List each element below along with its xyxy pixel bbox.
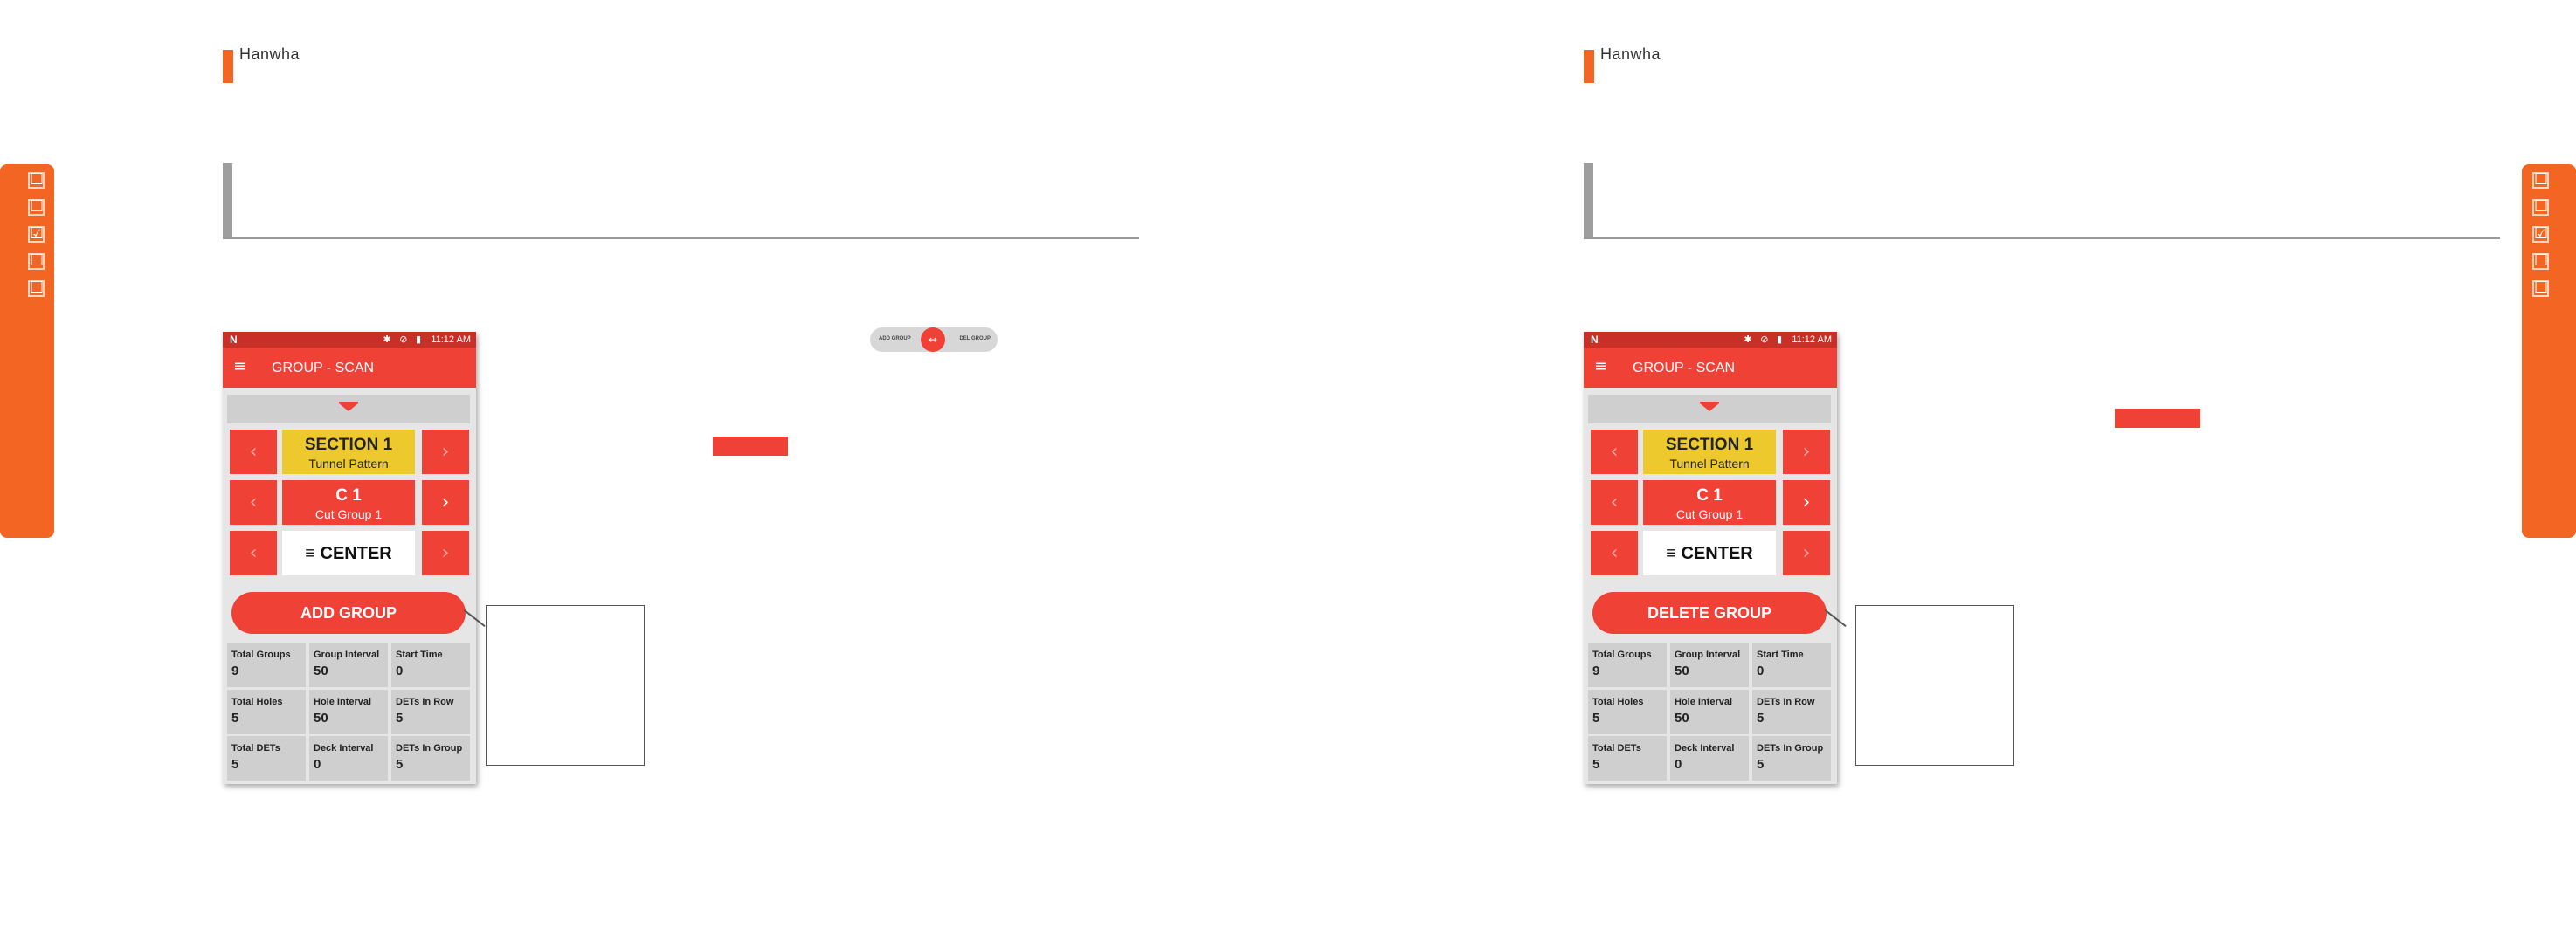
status-time: 11:12 AM bbox=[431, 334, 471, 345]
checklist-box-1: ☐ bbox=[2534, 170, 2549, 189]
checklist-box-5: ☐ bbox=[2534, 279, 2549, 297]
align-center-icon: ≡ bbox=[305, 544, 315, 563]
dropdown-arrow-icon bbox=[1700, 403, 1719, 411]
logo-accent-bar bbox=[223, 50, 233, 83]
stat-dets-in-group: DETs In Group 5 bbox=[391, 736, 470, 781]
align-center-icon: ≡ bbox=[1666, 544, 1676, 563]
stat-dets-in-row: DETs In Row 5 bbox=[1752, 690, 1831, 734]
brand-logo: Hanwha bbox=[239, 45, 300, 63]
position-next-button[interactable]: › bbox=[1783, 531, 1830, 575]
logo-accent-bar bbox=[1584, 50, 1594, 83]
toggle-del-label: DEL GROUP bbox=[959, 336, 991, 341]
cut-subtitle: Cut Group 1 bbox=[1675, 507, 1744, 521]
stat-total-holes: Total Holes 5 bbox=[227, 690, 306, 734]
screen-title: GROUP - SCAN bbox=[1633, 361, 1736, 375]
highlight-marker bbox=[713, 437, 788, 456]
add-del-group-toggle[interactable] bbox=[870, 327, 998, 352]
app-bar bbox=[223, 348, 476, 388]
section-title: SECTION 1 bbox=[304, 436, 393, 454]
stat-group-interval: Group Interval 50 bbox=[309, 643, 388, 687]
stat-total-dets: Total DETs 5 bbox=[1588, 736, 1667, 781]
swap-arrows-icon[interactable]: ↔ bbox=[921, 327, 945, 352]
checklist-box-2: ☐ bbox=[30, 197, 45, 216]
screen-title: GROUP - SCAN bbox=[272, 361, 375, 375]
position-label: CENTER bbox=[320, 544, 392, 563]
stat-total-groups: Total Groups 9 bbox=[227, 643, 306, 687]
checklist-box-5: ☐ bbox=[30, 279, 45, 297]
chapter-side-tab bbox=[2522, 164, 2576, 538]
chapter-side-tab bbox=[0, 164, 54, 538]
stat-start-time: Start Time 0 bbox=[391, 643, 470, 687]
position-label: CENTER bbox=[1681, 544, 1753, 563]
dropdown-arrow-icon bbox=[339, 403, 358, 411]
position-prev-button[interactable]: ‹ bbox=[230, 531, 277, 575]
callout-box bbox=[486, 605, 645, 766]
cut-next-button[interactable]: › bbox=[422, 480, 469, 525]
add-group-button[interactable]: ADD GROUP bbox=[231, 592, 466, 634]
cut-selector[interactable] bbox=[282, 480, 415, 525]
section-title: SECTION 1 bbox=[1665, 436, 1754, 454]
cut-prev-button[interactable]: ‹ bbox=[230, 480, 277, 525]
cut-prev-button[interactable]: ‹ bbox=[1591, 480, 1638, 525]
position-next-button[interactable]: › bbox=[422, 531, 469, 575]
menu-icon[interactable]: ≡ bbox=[233, 357, 247, 375]
cut-selector[interactable] bbox=[1643, 480, 1776, 525]
stat-group-interval: Group Interval 50 bbox=[1670, 643, 1749, 687]
stat-dets-in-row: DETs In Row 5 bbox=[391, 690, 470, 734]
status-bar bbox=[223, 332, 476, 348]
right-page bbox=[1288, 0, 2576, 936]
checklist-box-2: ☐ bbox=[2534, 197, 2549, 216]
brand-logo: Hanwha bbox=[1600, 45, 1661, 63]
section-subtitle: Tunnel Pattern bbox=[308, 457, 389, 471]
stat-total-holes: Total Holes 5 bbox=[1588, 690, 1667, 734]
notification-icon: N bbox=[1591, 334, 1599, 346]
stat-hole-interval: Hole Interval 50 bbox=[1670, 690, 1749, 734]
stat-deck-interval: Deck Interval 0 bbox=[1670, 736, 1749, 781]
status-time: 11:12 AM bbox=[1792, 334, 1832, 345]
checklist-box-4: ☐ bbox=[2534, 251, 2549, 270]
toggle-add-label: ADD GROUP bbox=[879, 336, 911, 341]
app-bar bbox=[1584, 348, 1837, 388]
highlight-marker bbox=[2115, 409, 2200, 428]
section-selector[interactable] bbox=[282, 430, 415, 474]
status-bar bbox=[1584, 332, 1837, 348]
cut-next-button[interactable]: › bbox=[1783, 480, 1830, 525]
stat-hole-interval: Hole Interval 50 bbox=[309, 690, 388, 734]
section-next-button[interactable]: › bbox=[1783, 430, 1830, 474]
menu-icon[interactable]: ≡ bbox=[1594, 357, 1608, 375]
section-prev-button[interactable]: ‹ bbox=[1591, 430, 1638, 474]
section-subtitle: Tunnel Pattern bbox=[1669, 457, 1750, 471]
status-icons: ✱ ⊘ ▮ bbox=[1744, 334, 1785, 345]
section-next-button[interactable]: › bbox=[422, 430, 469, 474]
position-selector[interactable] bbox=[1643, 531, 1776, 575]
cut-title: C 1 bbox=[1696, 486, 1723, 505]
screen-content bbox=[1584, 388, 1837, 784]
dropdown-toggle[interactable] bbox=[227, 395, 470, 423]
notification-icon: N bbox=[230, 334, 238, 346]
title-accent-bar bbox=[223, 163, 232, 237]
phone-screenshot bbox=[1584, 332, 1837, 784]
cut-subtitle: Cut Group 1 bbox=[314, 507, 383, 521]
stat-deck-interval: Deck Interval 0 bbox=[309, 736, 388, 781]
checklist-box-3: ☑ bbox=[2534, 224, 2549, 243]
phone-screenshot bbox=[223, 332, 476, 784]
checklist-box-1: ☐ bbox=[30, 170, 45, 189]
checklist-box-3: ☑ bbox=[30, 224, 45, 243]
title-rule bbox=[1584, 237, 2500, 239]
stat-start-time: Start Time 0 bbox=[1752, 643, 1831, 687]
section-selector[interactable] bbox=[1643, 430, 1776, 474]
position-prev-button[interactable]: ‹ bbox=[1591, 531, 1638, 575]
checklist-box-4: ☐ bbox=[30, 251, 45, 270]
position-selector[interactable] bbox=[282, 531, 415, 575]
stat-total-groups: Total Groups 9 bbox=[1588, 643, 1667, 687]
title-rule bbox=[223, 237, 1139, 239]
cut-title: C 1 bbox=[335, 486, 362, 505]
callout-box bbox=[1855, 605, 2014, 766]
delete-group-button[interactable]: DELETE GROUP bbox=[1592, 592, 1827, 634]
screen-content bbox=[223, 388, 476, 784]
stat-total-dets: Total DETs 5 bbox=[227, 736, 306, 781]
stat-dets-in-group: DETs In Group 5 bbox=[1752, 736, 1831, 781]
section-prev-button[interactable]: ‹ bbox=[230, 430, 277, 474]
title-accent-bar bbox=[1584, 163, 1593, 237]
dropdown-toggle[interactable] bbox=[1588, 395, 1831, 423]
status-icons: ✱ ⊘ ▮ bbox=[383, 334, 424, 345]
